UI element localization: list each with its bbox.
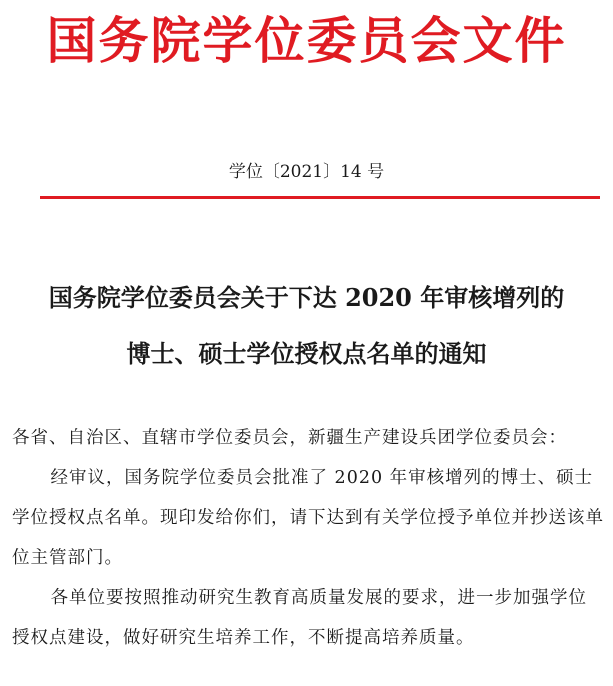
title-line-2: 博士、硕士学位授权点名单的通知 — [126, 339, 487, 368]
issuer-header: 国务院学位委员会文件 — [46, 11, 567, 70]
body-paragraph-2: 各单位要按照推动研究生教育高质量发展的要求，进一步加强学位授权点建设，做好研究生培养工作，不断提高培养质量。 — [12, 588, 587, 648]
document-title — [0, 270, 613, 382]
body-paragraph-1: 经审议，国务院学位委员会批准了 2020 年审核增列的博士、硕士学位授权点名单。现印发给你们，请下达到有关学位授予单位并抄送该单位主管部门。 — [12, 468, 604, 568]
document-number: 学位〔2021〕14 号 — [228, 162, 385, 182]
red-divider-line — [40, 196, 600, 199]
document-body — [12, 418, 604, 658]
title-line-1: 国务院学位委员会关于下达 2020 年审核增列的 — [48, 283, 565, 312]
addressee-line: 各省、自治区、直辖市学位委员会，新疆生产建设兵团学位委员会： — [12, 428, 567, 448]
